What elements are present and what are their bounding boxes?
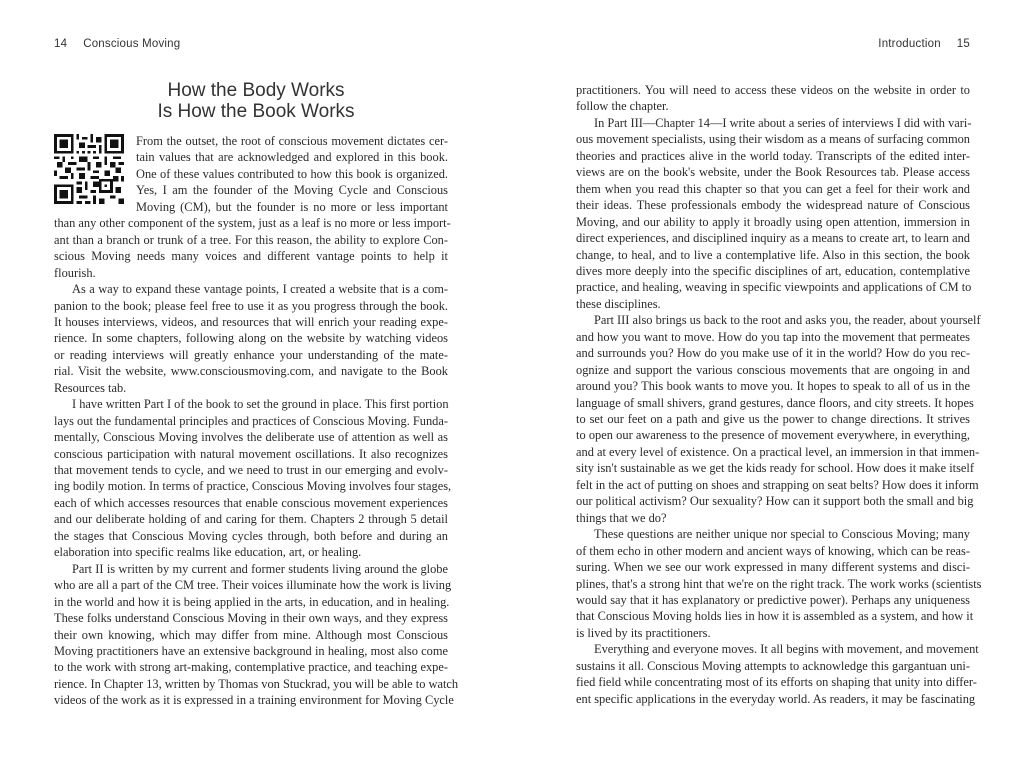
right-body-line: dives more deeply into the specific disciplines of art, education, contemplative: [576, 263, 970, 278]
right-body-line: language of small shivers, grand gestures, dance floors, and city streets. It hopes: [576, 395, 974, 410]
left-body-line: or reading interviews will greatly enhance your understanding of the mate-: [54, 347, 448, 362]
left-body-line: rial. Visit the website, www.consciousmoving.com, and navigate to the Book: [54, 364, 448, 379]
left-body-line: than any other component of the system, just as a leaf is no more or less import-: [54, 216, 451, 231]
right-body-line: is lived by its practitioners.: [576, 625, 711, 640]
left-body-line: From the outset, the root of conscious movement dictates cer-: [136, 134, 448, 148]
right-body-line: practice, and healing, weaving in specific viewpoints and applications of CM to: [576, 280, 972, 295]
left-body-line: One of these values contributed to how this book is organized.: [136, 166, 448, 181]
left-body-line: mentally, Conscious Moving involves the deliberate use of attention as well as: [54, 430, 448, 445]
right-body-line: direct experiences, and disciplined inquiry as a means to create art, to learn and: [576, 231, 970, 246]
left-body-line: elaboration into specific realms like education, art, or healing.: [54, 545, 362, 560]
right-body-line: of them echo in other modern and ancient ways of knowing, which can be reas-: [576, 543, 970, 558]
right-body-line: theories and practices alive in the world today. Transcripts of the edited inter-: [576, 148, 970, 163]
left-body-line: conscious participation with natural movement oscillations. It also recognizes: [54, 446, 448, 461]
left-body-line: panion to the book; please feel free to use it as you progress through the book.: [54, 298, 448, 313]
section-title-line-1: How the Body Works: [167, 80, 345, 101]
right-body-line: follow the chapter.: [576, 99, 669, 114]
left-body-line: rience. In some chapters, following along on the website by watching videos: [54, 331, 448, 346]
right-body-line: these disciplines.: [576, 296, 661, 311]
left-body-line: lays out the fundamental principles and practices of Conscious Moving. Funda-: [54, 413, 449, 428]
right-body-line: ognize and support the various conscious movements that are ongoing in and: [576, 362, 970, 377]
left-body-line: who are all a part of the CM tree. Their voices illuminate how the work is living: [54, 578, 452, 593]
section-title-line-2: Is How the Book Works: [157, 101, 355, 122]
left-body-line: in the world and how it is being applied in the arts, in education, and in healing.: [54, 594, 450, 609]
right-body-line: ous movement specialists, using their wisdom as a means of surfacing common: [576, 132, 970, 147]
left-body-line: each of which accesses resources that enable conscious movement experiences: [54, 495, 448, 510]
left-body-line: flourish.: [54, 265, 96, 280]
right-body-line: fied field while concentrating most of its efforts on shaping that unity into differ-: [576, 675, 977, 690]
left-page-number: 14: [54, 38, 68, 50]
qr-code-icon: [54, 134, 124, 204]
left-body-line: Part II is written by my current and former students living around the globe: [72, 561, 448, 576]
left-body-line: that movement tends to cycle, and we need to trust in our emerging and evolv-: [54, 463, 448, 477]
left-body-line: and our deliberate holding of and caring for them. Chapters 2 through 5 detail: [54, 512, 448, 527]
right-body-line: These questions are neither unique nor special to Conscious Moving; many: [594, 527, 970, 542]
right-body-line: Part III also brings us back to the root and asks you, the reader, about yourself: [594, 313, 981, 328]
left-running-head: [54, 38, 180, 50]
left-body-line: ing bodily motion. In terms of practice, Conscious Moving involves four stages,: [54, 479, 452, 494]
right-running-head-title: Introduction: [878, 38, 941, 50]
left-running-head-title: Conscious Moving: [83, 38, 181, 50]
right-body-line: In Part III—Chapter 14—I write about a series of interviews I did with vari-: [594, 115, 972, 130]
right-body-line: and how you want to move. How do you tap into the movement that permeates: [576, 329, 970, 344]
right-body-line: things that we do?: [576, 510, 667, 525]
right-body-line: and at every level of existence. On a practical level, an immersion in that immen-: [576, 444, 980, 459]
section-title: [54, 80, 458, 122]
right-body-line: their ideas. These professionals embody the widespread nature of Conscious: [576, 198, 970, 213]
left-body-line: the stages that Conscious Moving cycles through, both before and during an: [54, 528, 448, 543]
right-body-line: change, to heal, and to live a contemplative life. Also in this section, the book: [576, 247, 970, 262]
right-body-line: to set our feet on a path and give us the power to change directions. It strives: [576, 412, 970, 426]
right-body-line: Everything and everyone moves. It all begins with movement, and movement: [594, 642, 979, 657]
left-body-line: Moving practitioners have an extensive background in healing, most also come: [54, 643, 448, 658]
left-body-line: ant than a branch or trunk of a tree. For this reason, the ability to explore Con-: [54, 232, 448, 247]
right-page-number: 15: [956, 38, 970, 50]
left-body-line: As a way to expand these vantage points, I created a website that is a com-: [72, 282, 448, 297]
right-body-line: Moving, and our ability to apply it broadly using open attention, immersion in: [576, 214, 970, 229]
left-body-line: Yes, I am the founder of the Moving Cycle and Conscious: [136, 183, 448, 198]
right-body-line: plines, that's a strong hint that we're on the right track. The work works (scientists: [576, 576, 982, 591]
left-body-line: rience. In Chapter 13, written by Thomas von Stuckrad, you will be able to watch: [54, 676, 459, 691]
right-body-line: views are on the book's website, under the Book Resources tab. Please access: [576, 165, 970, 180]
right-body-line: suring. When we see our work expressed in many different systems and disci-: [576, 560, 970, 575]
left-body-line: Resources tab.: [54, 380, 127, 395]
left-body-line: I have written Part I of the book to set the ground in place. This first portion: [72, 397, 449, 412]
right-body-line: ent specific applications in the everyday world. As readers, it may be fascinating: [576, 691, 976, 706]
left-body-line: to the work with strong art-making, contemplative practice, and teaching expe-: [54, 660, 448, 675]
right-body-line: felt in the act of putting on shoes and strapping on seat belts? How does it inform: [576, 477, 979, 492]
left-body-line: scious Moving needs many voices and different vantage points to help it: [54, 249, 448, 264]
left-body-line: It houses interviews, videos, and resources that will enrich your reading expe-: [54, 314, 448, 329]
right-body-line: practitioners. You will need to access these videos on the website in order to: [576, 83, 970, 97]
left-body-line: videos of the work as it is expressed in a training environment for Moving Cycle: [54, 693, 454, 708]
right-body-line: around you? This book wants to move you. It hopes to speak to all of us in the: [576, 379, 970, 394]
right-body-line: that Conscious Moving holds lies in how it is assembled as a system, and how it: [576, 609, 974, 624]
right-body-line: and surrounds you? How do you make use of it in the world? How do you rec-: [576, 346, 970, 361]
right-body-line: sity isn't sustainable as we get the kids ready for school. How does it make itself: [576, 461, 974, 476]
left-body-line: their own knowing, which may differ from mine. Although most Conscious: [54, 627, 448, 642]
left-body-line: Moving (CM), but the founder is no more or less important: [136, 199, 448, 214]
right-body-line: them when you read this chapter so that you can get a feel for their work and: [576, 181, 970, 196]
left-body-line: tain values that are acknowledged and explored in this book.: [136, 150, 448, 165]
right-body-line: to open our awareness to the presence of movement everywhere, in everything,: [576, 428, 970, 443]
right-body-line: sustains it all. Conscious Moving attempts to acknowledge this gargantuan uni-: [576, 658, 970, 673]
right-body-line: would say that it has explanatory or predictive power). Perhaps any uniqueness: [576, 592, 970, 607]
right-running-head: [878, 38, 970, 50]
right-body-line: our political activism? Our sexuality? How can it support both the small and big: [576, 494, 974, 509]
left-body-line: These folks understand Conscious Moving in their own ways, and they express: [54, 611, 448, 626]
